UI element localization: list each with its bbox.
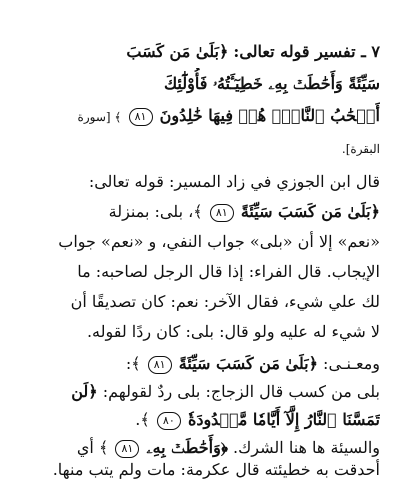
body-text: بلى من كسب قال الزجاج: بلى ردٌ لقولهم:	[102, 382, 380, 401]
paragraph1-line-1: قال ابن الجوزي في زاد المسير: قوله تعالى:	[88, 172, 380, 191]
heading-line-2	[50, 68, 380, 100]
heading-line-3	[50, 100, 380, 132]
paragraph1-line-4: الإيجاب. قال الفراء: إذا قال الرجل لصاحبه: ما	[77, 262, 380, 281]
verse-text: ﴿بَلَىٰ مَن كَسَبَ سَيِّئَةً	[240, 202, 380, 221]
paragraph1-line-3: «نعم» إلا أن «بلى» جواب النفي، و «نعم» جواب	[58, 232, 380, 251]
surah-reference: ﴾ [سورة	[77, 110, 122, 124]
verse-text: ﴿بَلَىٰ مَن كَسَبَ سَيِّئَةً	[178, 354, 318, 373]
heading-line-4	[50, 132, 380, 164]
verse-text: تَمَسَّنَا ٱلنَّارُ إِلَّآ أَيَّامٗا مَّعۡدُودَةٗ	[187, 410, 380, 429]
verse-text: ﴿لَن	[71, 382, 98, 401]
verse-number-marker: ٨١	[129, 108, 153, 126]
body-text: ومعـنـى:	[323, 354, 380, 373]
verse-number-marker: ٨١	[115, 440, 139, 458]
paragraph1-line-6: لا شيء له عليه ولو قال: بلى: كان ردًا لقوله.	[86, 322, 380, 341]
surah-reference: البقرة].	[341, 142, 380, 156]
heading-line-1	[50, 36, 380, 68]
verse-number-marker: ٨٠	[157, 412, 181, 430]
section-heading: ٧ ـ تفسير قوله تعالى:	[233, 42, 380, 61]
paragraph1-line-2	[50, 196, 380, 228]
body-text: ﴾ أي	[76, 438, 109, 457]
verse-number-marker: ٨١	[148, 356, 172, 374]
verse-text: سَيِّئَةً وَأَحَٰطَتۡ بِهِۦ خَطِيٓـَٔتُهُۥ فَأُوْلَٰٓئِكَ	[163, 74, 380, 93]
paragraph1-line-5: لك علي شيء، فقال الآخر: نعم: كان تصديقًا أن	[70, 292, 380, 311]
paragraph2-line-5: أحدقت به خطيئته قال عكرمة: مات ولم يتب منها.	[52, 460, 380, 479]
body-text: ﴾:	[125, 354, 141, 373]
body-text: ﴾.	[135, 410, 150, 429]
verse-text: ﴿بَلَىٰ مَن كَسَبَ	[126, 42, 229, 61]
body-text: والسيئة ها هنا الشرك.	[233, 438, 380, 457]
verse-number-marker: ٨١	[210, 204, 234, 222]
body-text: ﴾، بلى: بمنزلة	[108, 202, 203, 221]
verse-text: ﴿وَأَحَٰطَتۡ بِهِۦ	[146, 438, 228, 457]
verse-text: أَصۡحَٰبُ ٱلنَّارِۖ هُمۡ فِيهَا خَٰلِدُونَ	[159, 106, 380, 125]
